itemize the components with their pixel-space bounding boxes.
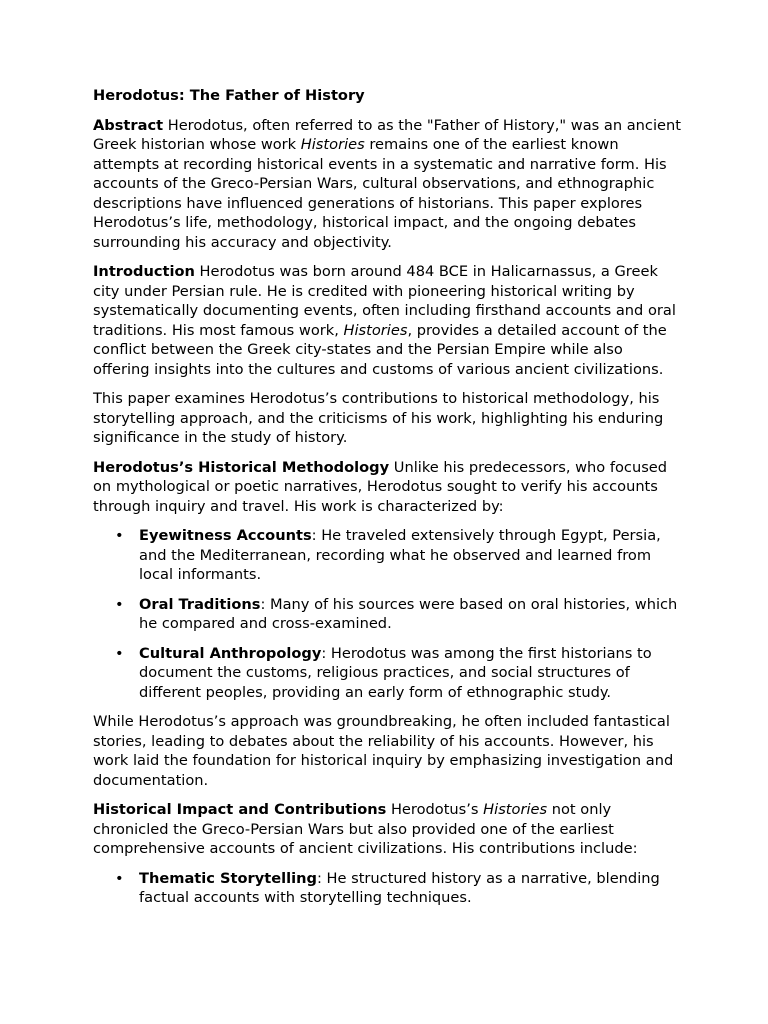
impact-paragraph	[93, 800, 683, 859]
bullet-icon: •	[115, 869, 124, 887]
impact-heading: Historical Impact and Contributions	[93, 801, 387, 818]
impact-text-1: Herodotus’s	[386, 801, 484, 818]
bullet-icon: •	[115, 595, 124, 613]
list-item	[93, 526, 683, 585]
list-item	[93, 869, 683, 908]
abstract-histories-italic: Histories	[300, 136, 365, 153]
abstract-text-1: Herodotus, often referred to as the "Father of History," was an ancient Greek historian whose work	[93, 116, 681, 153]
introduction-histories-italic: Histories	[343, 321, 408, 339]
methodology-paragraph	[93, 458, 683, 517]
impact-list	[93, 869, 683, 908]
introduction-heading: Introduction	[93, 263, 195, 280]
list-item-text: : Herodotus was among the first historians to document the customs, religious practices, and social structures of different peoples, providing an early form of ethnographic study.	[139, 644, 652, 701]
abstract-text-2: remains one of the earliest known attempts at recording historical events in a systematic and narrative form. His accounts of the Greco-Persian Wars, cultural observations, and ethnographic descriptions have influenced generations of historians. This paper explores Herodotus’s life, methodology, historical impact, and the ongoing debates surrounding his accuracy and objectivity.	[93, 136, 667, 251]
methodology-text: Unlike his predecessors, who focused on mythological or poetic narratives, Herodotus sought to verify his accounts through inquiry and travel. His work is characterized by:	[93, 458, 668, 515]
introduction-text-2: , provides a detailed account of the conflict between the Greek city-states and the Persian Empire while also offering insights into the cultures and customs of various ancient civilizations.	[93, 321, 667, 378]
abstract-paragraph	[93, 116, 683, 253]
examines-paragraph: This paper examines Herodotus’s contributions to historical methodology, his storytelling approach, and the criticisms of his work, highlighting his enduring significance in the study of history.	[93, 390, 664, 446]
list-item	[93, 644, 683, 703]
introduction-text-1: Herodotus was born around 484 BCE in Halicarnassus, a Greek city under Persian rule. He is credited with pioneering historical writing by systematically documenting events, often including firsthand accounts and oral traditions. His most famous work,	[93, 263, 676, 339]
list-item-term: Thematic Storytelling	[139, 869, 317, 887]
impact-histories-italic: Histories	[483, 801, 548, 818]
introduction-paragraph	[93, 262, 683, 379]
methodology-list	[93, 526, 683, 702]
document-page	[93, 86, 683, 918]
methodology-heading: Herodotus’s Historical Methodology	[93, 458, 390, 476]
document-title: Herodotus: The Father of History	[93, 87, 365, 104]
approach-paragraph: While Herodotus’s approach was groundbreaking, he often included fantastical stories, leading to debates about the reliability of his accounts. However, his work laid the foundation for historical inquiry by emphasizing investigation and documentation.	[93, 713, 674, 789]
list-item-term: Oral Traditions	[139, 595, 261, 613]
list-item-text: : He structured history as a narrative, blending factual accounts with storytelling techniques.	[139, 869, 660, 906]
bullet-icon: •	[115, 644, 124, 662]
list-item-term: Cultural Anthropology	[139, 644, 322, 662]
list-item-text: : He traveled extensively through Egypt, Persia, and the Mediterranean, recording what he observed and learned from local informants.	[139, 527, 661, 583]
bullet-icon: •	[115, 527, 124, 544]
list-item	[93, 595, 683, 634]
impact-text-2: not only chronicled the Greco-Persian Wars but also provided one of the earliest comprehensive accounts of ancient civilizations. His contributions include:	[93, 801, 638, 857]
abstract-heading: Abstract	[93, 116, 164, 134]
list-item-term: Eyewitness Accounts	[139, 527, 312, 544]
list-item-text: : Many of his sources were based on oral histories, which he compared and cross-examined.	[139, 595, 678, 632]
